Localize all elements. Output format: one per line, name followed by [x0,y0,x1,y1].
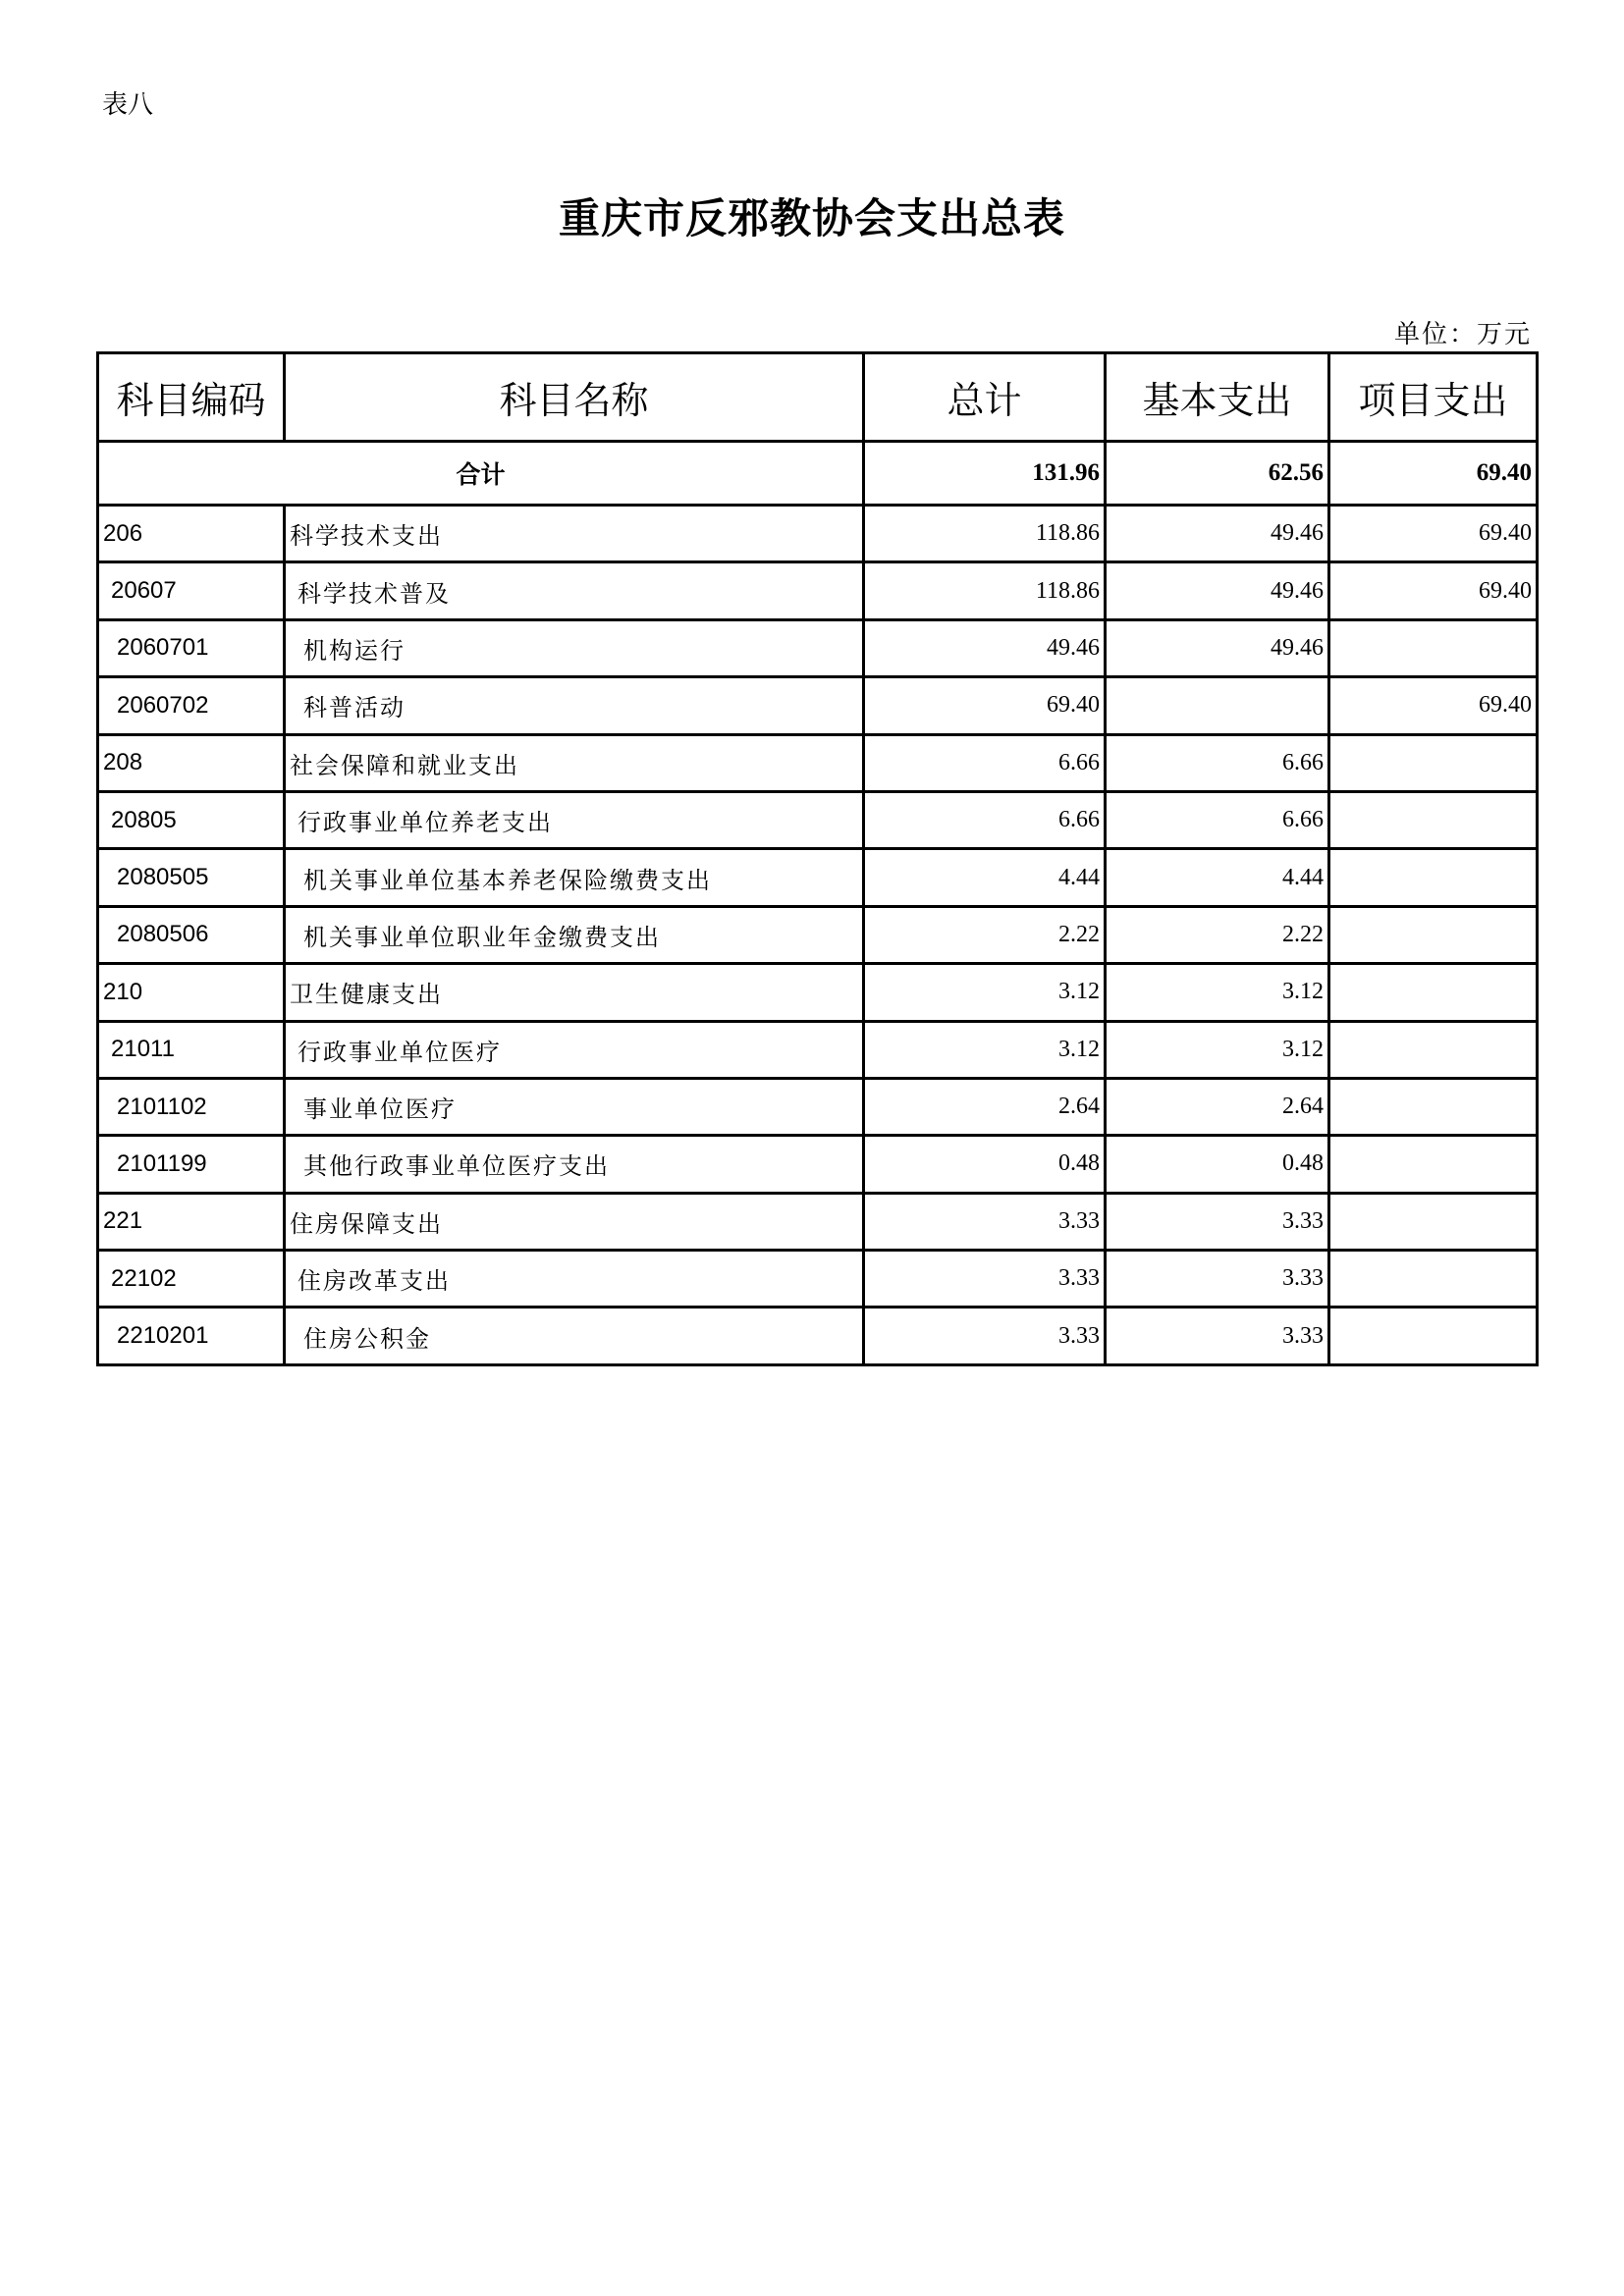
row-basic: 3.33 [1106,1308,1329,1364]
row-code: 20805 [98,791,285,848]
header-name: 科目名称 [285,353,864,442]
row-project [1329,791,1538,848]
row-project [1329,1078,1538,1135]
row-project [1329,1021,1538,1078]
total-basic: 62.56 [1106,442,1329,506]
row-basic: 3.12 [1106,964,1329,1021]
row-name: 机构运行 [285,619,864,676]
row-total: 69.40 [864,677,1106,734]
row-project [1329,1136,1538,1193]
table-row [98,1251,1538,1308]
row-name: 科普活动 [285,677,864,734]
table-row [98,1136,1538,1193]
header-basic: 基本支出 [1106,353,1329,442]
row-total: 3.12 [864,1021,1106,1078]
row-basic: 49.46 [1106,562,1329,619]
header-row [98,353,1538,442]
row-total: 0.48 [864,1136,1106,1193]
table-row [98,562,1538,619]
row-code: 20607 [98,562,285,619]
row-code: 21011 [98,1021,285,1078]
row-code: 2080505 [98,849,285,906]
table-row [98,1078,1538,1135]
row-total: 3.33 [864,1251,1106,1308]
row-total: 6.66 [864,791,1106,848]
row-total: 3.33 [864,1308,1106,1364]
row-code: 2101199 [98,1136,285,1193]
row-basic: 3.12 [1106,1021,1329,1078]
row-basic: 2.22 [1106,906,1329,963]
header-code: 科目编码 [98,353,285,442]
row-total: 4.44 [864,849,1106,906]
table-row [98,677,1538,734]
row-name: 社会保障和就业支出 [285,734,864,791]
row-project: 69.40 [1329,562,1538,619]
row-code: 208 [98,734,285,791]
row-total: 3.12 [864,964,1106,1021]
row-total: 118.86 [864,506,1106,562]
table-row [98,506,1538,562]
row-name: 住房改革支出 [285,1251,864,1308]
row-name: 科学技术支出 [285,506,864,562]
row-basic: 3.33 [1106,1193,1329,1250]
row-code: 2210201 [98,1308,285,1364]
total-project: 69.40 [1329,442,1538,506]
row-name: 科学技术普及 [285,562,864,619]
unit-label: 单位：万元 [1393,320,1532,349]
row-code: 2060701 [98,619,285,676]
table-row [98,734,1538,791]
row-total: 49.46 [864,619,1106,676]
header-total: 总计 [864,353,1106,442]
row-name: 行政事业单位医疗 [285,1021,864,1078]
row-project [1329,964,1538,1021]
table-number-label: 表八 [102,90,154,120]
row-basic: 6.66 [1106,734,1329,791]
row-code: 2060702 [98,677,285,734]
row-code: 22102 [98,1251,285,1308]
row-name: 住房公积金 [285,1308,864,1364]
row-name: 机关事业单位职业年金缴费支出 [285,906,864,963]
row-total: 3.33 [864,1193,1106,1250]
total-row [98,442,1538,506]
row-name: 卫生健康支出 [285,964,864,1021]
header-project: 项目支出 [1329,353,1538,442]
row-code: 221 [98,1193,285,1250]
row-project [1329,849,1538,906]
row-project [1329,1193,1538,1250]
row-code: 210 [98,964,285,1021]
row-total: 6.66 [864,734,1106,791]
row-project [1329,619,1538,676]
table-row [98,849,1538,906]
row-basic: 3.33 [1106,1251,1329,1308]
row-basic [1106,677,1329,734]
table-row [98,619,1538,676]
table-row [98,791,1538,848]
row-code: 2101102 [98,1078,285,1135]
page-title: 重庆市反邪教协会支出总表 [558,194,1065,242]
row-name: 机关事业单位基本养老保险缴费支出 [285,849,864,906]
row-total: 118.86 [864,562,1106,619]
total-amount: 131.96 [864,442,1106,506]
row-name: 事业单位医疗 [285,1078,864,1135]
table-row [98,1308,1538,1364]
row-total: 2.64 [864,1078,1106,1135]
total-label: 合计 [98,442,864,506]
row-basic: 6.66 [1106,791,1329,848]
row-project [1329,734,1538,791]
row-project [1329,1308,1538,1364]
row-name: 住房保障支出 [285,1193,864,1250]
row-basic: 49.46 [1106,619,1329,676]
row-name: 其他行政事业单位医疗支出 [285,1136,864,1193]
row-code: 2080506 [98,906,285,963]
expenditure-table [96,351,1539,1366]
table-row [98,906,1538,963]
row-project: 69.40 [1329,677,1538,734]
row-basic: 0.48 [1106,1136,1329,1193]
row-basic: 4.44 [1106,849,1329,906]
row-basic: 2.64 [1106,1078,1329,1135]
row-total: 2.22 [864,906,1106,963]
row-basic: 49.46 [1106,506,1329,562]
table-row [98,964,1538,1021]
row-project: 69.40 [1329,506,1538,562]
row-code: 206 [98,506,285,562]
row-project [1329,1251,1538,1308]
table-row [98,1021,1538,1078]
row-name: 行政事业单位养老支出 [285,791,864,848]
row-project [1329,906,1538,963]
table-row [98,1193,1538,1250]
